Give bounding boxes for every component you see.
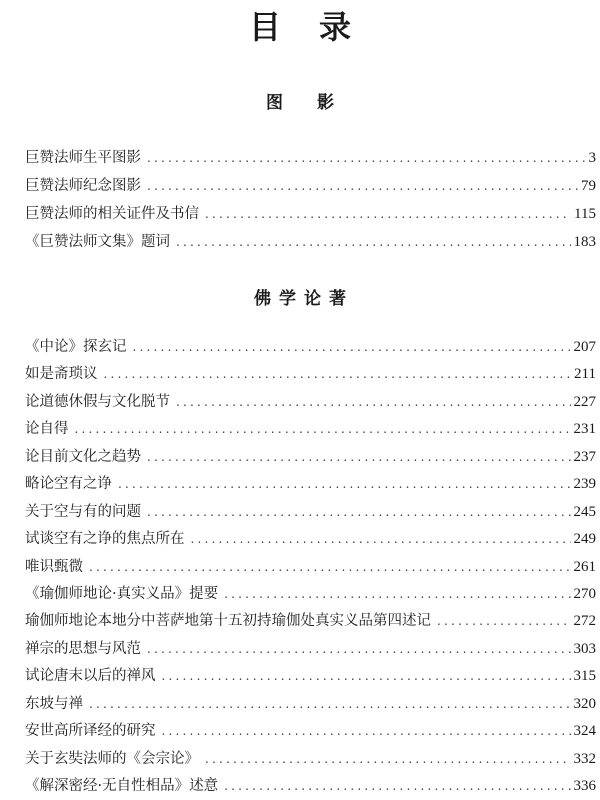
toc-entry-title: 关于玄奘法师的《会宗论》 bbox=[25, 750, 199, 767]
toc-entry[interactable] bbox=[25, 471, 596, 498]
toc-entry-page: 332 bbox=[573, 750, 596, 767]
dot-leader bbox=[162, 718, 571, 745]
toc-entry[interactable] bbox=[25, 334, 596, 361]
toc-entry-page: 211 bbox=[574, 366, 596, 383]
toc-entry-page: 320 bbox=[573, 695, 596, 712]
toc-entry-page: 324 bbox=[573, 723, 596, 740]
dot-leader bbox=[147, 499, 571, 526]
toc-entry-page: 239 bbox=[573, 476, 596, 493]
dot-leader bbox=[75, 416, 571, 443]
toc-entry-page: 315 bbox=[573, 668, 596, 685]
dot-leader bbox=[437, 608, 571, 635]
toc-entry-page: 227 bbox=[573, 393, 596, 410]
toc-entry[interactable] bbox=[25, 691, 596, 718]
toc-entry-title: 关于空与有的问题 bbox=[25, 503, 141, 520]
section-heading-buddhist-writings: 佛学论著 bbox=[254, 289, 354, 309]
dot-leader bbox=[176, 228, 571, 256]
toc-entry-title: 试论唐末以后的禅风 bbox=[25, 668, 156, 685]
toc-entry-page: 231 bbox=[573, 421, 596, 438]
toc-list-images bbox=[25, 144, 596, 256]
toc-entry-page: 115 bbox=[574, 206, 596, 222]
dot-leader bbox=[104, 361, 572, 388]
section-heading-images: 图影 bbox=[266, 93, 368, 113]
toc-entry-page: 79 bbox=[581, 178, 596, 194]
toc-entry-title: 巨赞法师的相关证件及书信 bbox=[25, 206, 199, 222]
dot-leader bbox=[224, 581, 570, 608]
toc-entry[interactable] bbox=[25, 608, 596, 635]
toc-entry[interactable] bbox=[25, 228, 596, 256]
toc-entry-title: 略论空有之诤 bbox=[25, 476, 112, 493]
dot-leader bbox=[162, 663, 571, 690]
dot-leader bbox=[147, 636, 571, 663]
toc-entry-title: 《巨赞法师文集》题词 bbox=[25, 234, 170, 250]
dot-leader bbox=[147, 444, 571, 471]
toc-entry-title: 论自得 bbox=[25, 421, 69, 438]
toc-entry-page: 270 bbox=[573, 585, 596, 602]
toc-entry[interactable] bbox=[25, 416, 596, 443]
toc-entry-title: 巨赞法师生平图影 bbox=[25, 150, 141, 166]
toc-entry-title: 《中论》探玄记 bbox=[25, 339, 127, 355]
toc-entry-page: 303 bbox=[573, 640, 596, 657]
toc-entry[interactable] bbox=[25, 499, 596, 526]
toc-entry[interactable] bbox=[25, 172, 596, 200]
toc-entry[interactable] bbox=[25, 554, 596, 581]
toc-entry-title: 东坡与禅 bbox=[25, 695, 83, 712]
toc-entry[interactable] bbox=[25, 663, 596, 690]
toc-entry[interactable] bbox=[25, 718, 596, 745]
toc-entry-title: 论道德休假与文化脱节 bbox=[25, 393, 170, 410]
toc-entry[interactable] bbox=[25, 773, 596, 800]
toc-entry[interactable] bbox=[25, 636, 596, 663]
toc-entry-page: 272 bbox=[573, 613, 596, 630]
toc-entry[interactable] bbox=[25, 389, 596, 416]
toc-entry-title: 如是斋琐议 bbox=[25, 366, 98, 383]
dot-leader bbox=[147, 172, 578, 200]
toc-entry-title: 试谈空有之诤的焦点所在 bbox=[25, 531, 185, 548]
dot-leader bbox=[176, 389, 571, 416]
toc-entry[interactable] bbox=[25, 526, 596, 553]
dot-leader bbox=[133, 334, 571, 361]
dot-leader bbox=[191, 526, 571, 553]
toc-entry-page: 183 bbox=[573, 234, 596, 250]
toc-entry-page: 336 bbox=[573, 778, 596, 794]
dot-leader bbox=[205, 200, 571, 228]
toc-entry-page: 3 bbox=[588, 150, 596, 166]
toc-entry[interactable] bbox=[25, 581, 596, 608]
dot-leader bbox=[147, 144, 586, 172]
toc-entry-page: 245 bbox=[573, 503, 596, 520]
toc-list-buddhist-writings bbox=[25, 334, 596, 800]
dot-leader bbox=[118, 471, 571, 498]
toc-entry-page: 249 bbox=[573, 531, 596, 548]
toc-entry-title: 论目前文化之趋势 bbox=[25, 448, 141, 465]
dot-leader bbox=[89, 554, 571, 581]
toc-entry-title: 《瑜伽师地论·真实义品》提要 bbox=[25, 585, 219, 602]
dot-leader bbox=[205, 746, 571, 773]
toc-entry[interactable] bbox=[25, 200, 596, 228]
toc-entry-title: 瑜伽师地论本地分中菩萨地第十五初持瑜伽处真实义品第四述记 bbox=[25, 613, 431, 630]
toc-entry[interactable] bbox=[25, 361, 596, 388]
toc-entry[interactable] bbox=[25, 746, 596, 773]
page-title: 目录 bbox=[248, 8, 389, 46]
dot-leader bbox=[89, 691, 571, 718]
toc-entry[interactable] bbox=[25, 144, 596, 172]
toc-entry-page: 237 bbox=[573, 448, 596, 465]
toc-entry[interactable] bbox=[25, 444, 596, 471]
toc-entry-page: 207 bbox=[573, 339, 596, 355]
toc-entry-title: 巨赞法师纪念图影 bbox=[25, 178, 141, 194]
toc-entry-title: 《解深密经·无自性相品》述意 bbox=[25, 778, 219, 794]
toc-entry-title: 禅宗的思想与风范 bbox=[25, 640, 141, 657]
toc-entry-page: 261 bbox=[573, 558, 596, 575]
toc-entry-title: 唯识甄微 bbox=[25, 558, 83, 575]
toc-entry-title: 安世高所译经的研究 bbox=[25, 723, 156, 740]
dot-leader bbox=[224, 773, 570, 800]
